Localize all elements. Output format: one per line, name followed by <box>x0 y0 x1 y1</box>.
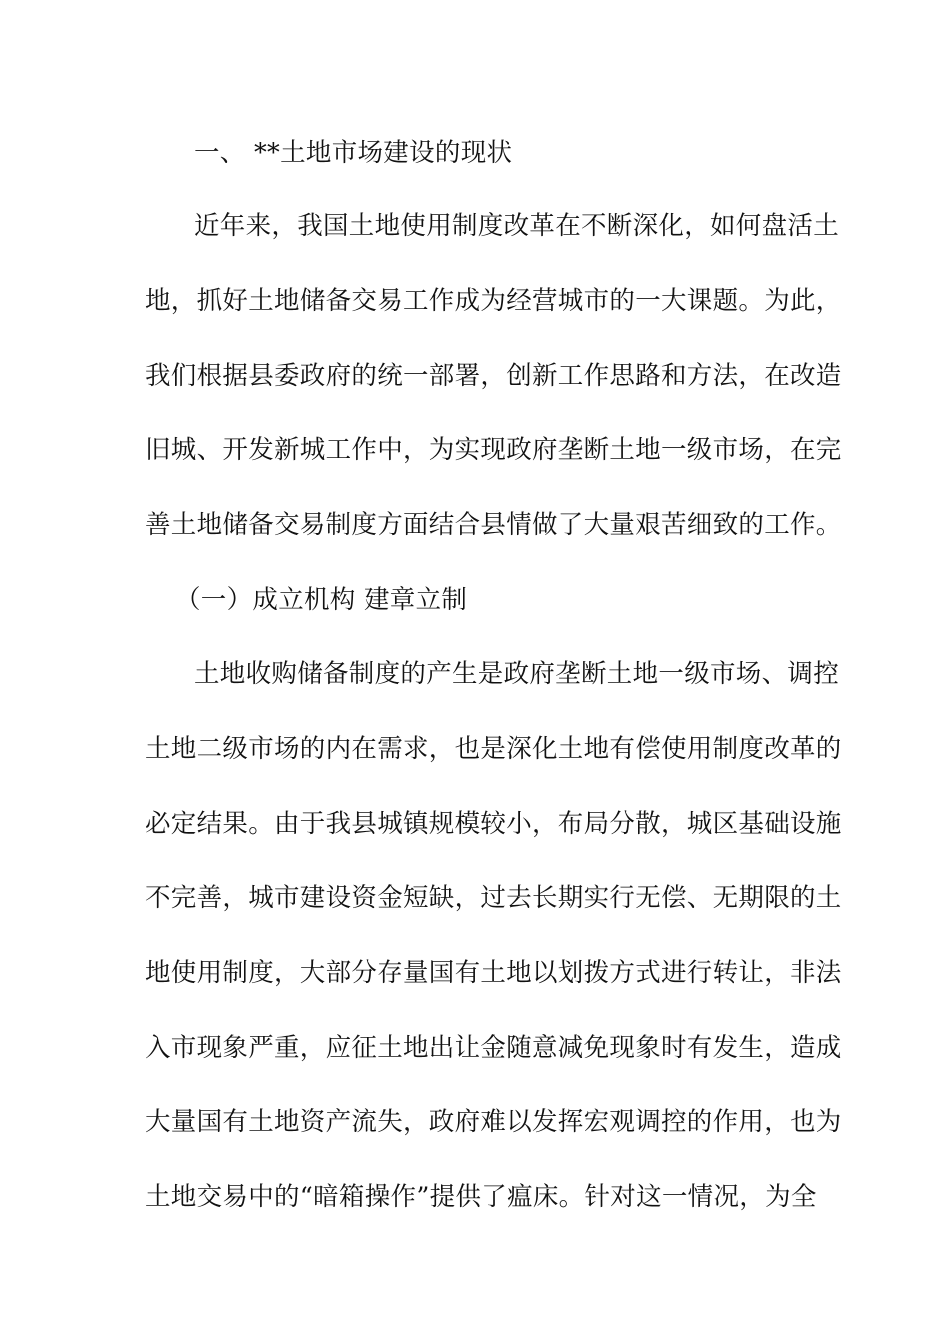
paragraph-line: 地使用制度，大部分存量国有土地以划拨方式进行转让，非法 <box>145 958 842 988</box>
paragraph-line: 大量国有土地资产流失，政府难以发挥宏观调控的作用，也为 <box>145 1107 842 1137</box>
subsection-heading: （一）成立机构 建章立制 <box>175 585 468 615</box>
paragraph-line: 土地二级市场的内在需求，也是深化土地有偿使用制度改革的 <box>145 734 842 764</box>
paragraph-line: 土地交易中的“暗箱操作”提供了瘟床。针对这一情况，为全 <box>145 1182 817 1212</box>
section-heading: 一、 **土地市场建设的现状 <box>194 138 513 168</box>
paragraph-line: 土地收购储备制度的产生是政府垄断土地一级市场、调控 <box>194 659 840 689</box>
paragraph-line: 近年来，我国土地使用制度改革在不断深化，如何盘活土 <box>194 211 840 241</box>
paragraph-line: 旧城、开发新城工作中，为实现政府垄断土地一级市场，在完 <box>145 435 842 465</box>
paragraph-line: 我们根据县委政府的统一部署，创新工作思路和方法，在改造 <box>145 361 842 391</box>
paragraph-line: 必定结果。由于我县城镇规模较小，布局分散，城区基础设施 <box>145 809 842 839</box>
paragraph-line: 不完善，城市建设资金短缺，过去长期实行无偿、无期限的土 <box>145 883 842 913</box>
paragraph-line: 入市现象严重，应征土地出让金随意减免现象时有发生，造成 <box>145 1033 842 1063</box>
paragraph-line: 地，抓好土地储备交易工作成为经营城市的一大课题。为此， <box>145 286 842 316</box>
paragraph-line: 善土地储备交易制度方面结合县情做了大量艰苦细致的工作。 <box>145 510 842 540</box>
